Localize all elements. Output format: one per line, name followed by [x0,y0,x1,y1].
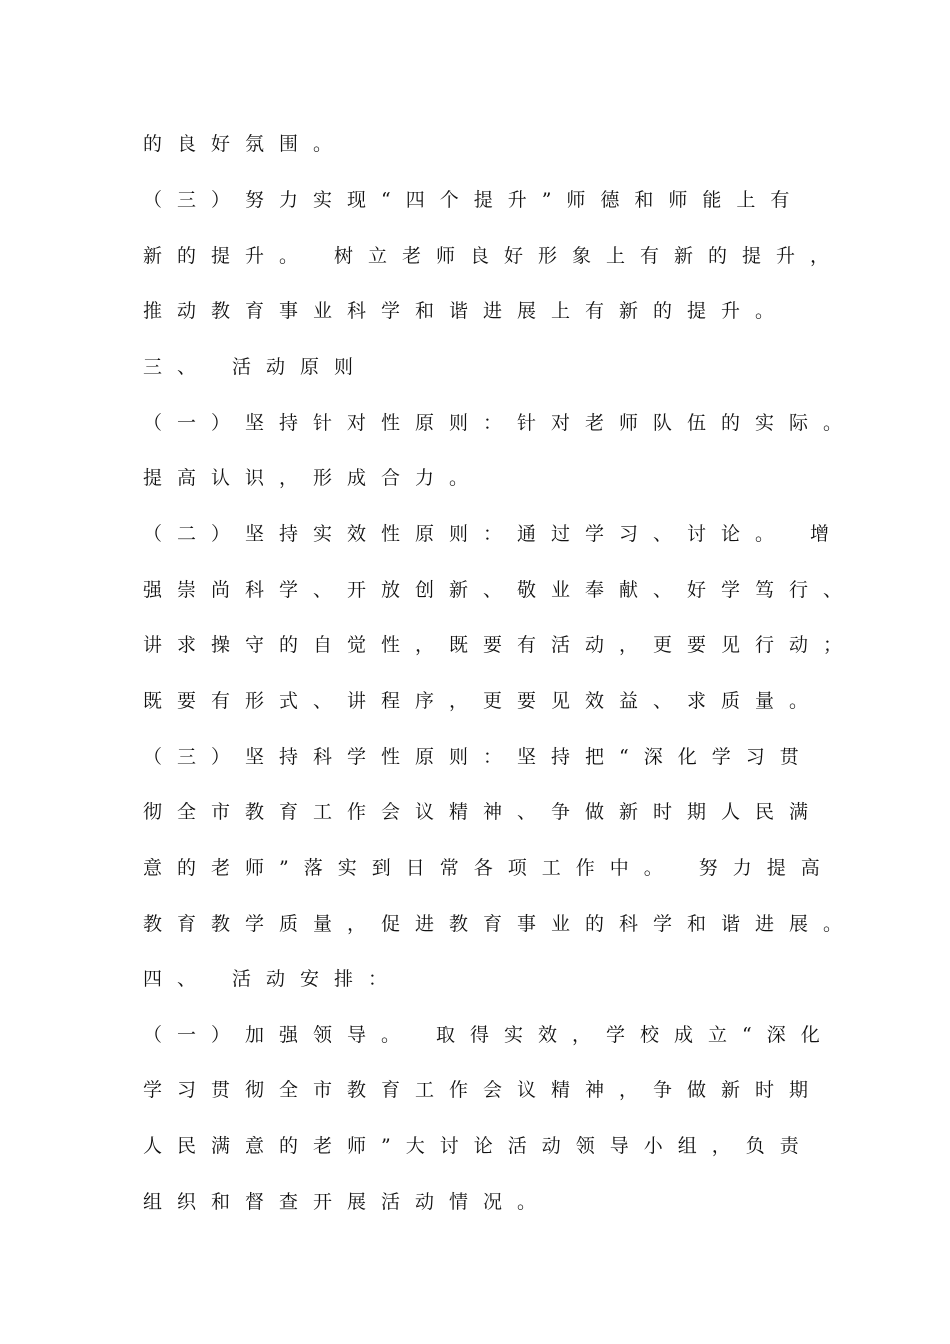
text-line-19: 人民满意的老师”大讨论活动领导小组，负责 [143,1135,814,1157]
text-line-8: （二）坚持实效性原则：通过学习、讨论。 增 [143,523,845,545]
text-line-14: 意的老师”落实到日常各项工作中。 努力提高 [143,857,835,879]
text-line-3: 新的提升。 树立老师良好形象上有新的提升， [143,245,845,267]
text-line-4: 推动教育事业科学和谐进展上有新的提升。 [143,300,790,322]
text-line-11: 既要有形式、讲程序，更要见效益、求质量。 [143,690,824,712]
section-heading-4: 四、 活动安排： [143,968,403,990]
section-heading-3: 三、 活动原则 [143,356,369,378]
text-line-6: （一）坚持针对性原则：针对老师队伍的实际。 [143,412,858,434]
text-line-18: 学习贯彻全市教育工作会议精神，争做新时期 [143,1079,824,1101]
text-line-10: 讲求操守的自觉性，既要有活动，更要见行动； [143,634,858,656]
text-line-13: 彻全市教育工作会议精神、争做新时期人民满 [143,801,824,823]
text-line-9: 强崇尚科学、开放创新、敬业奉献、好学笃行、 [143,579,858,601]
text-line-15: 教育教学质量，促进教育事业的科学和谐进展。 [143,913,858,935]
text-line-2: （三）努力实现“四个提升”师德和师能上有 [143,189,805,211]
text-line-12: （三）坚持科学性原则：坚持把“深化学习贯 [143,746,814,768]
text-line-1: 的良好氛围。 [143,133,348,155]
text-line-17: （一）加强领导。 取得实效，学校成立“深化 [143,1024,835,1046]
text-line-7: 提高认识，形成合力。 [143,467,484,489]
text-line-20: 组织和督查开展活动情况。 [143,1191,552,1213]
